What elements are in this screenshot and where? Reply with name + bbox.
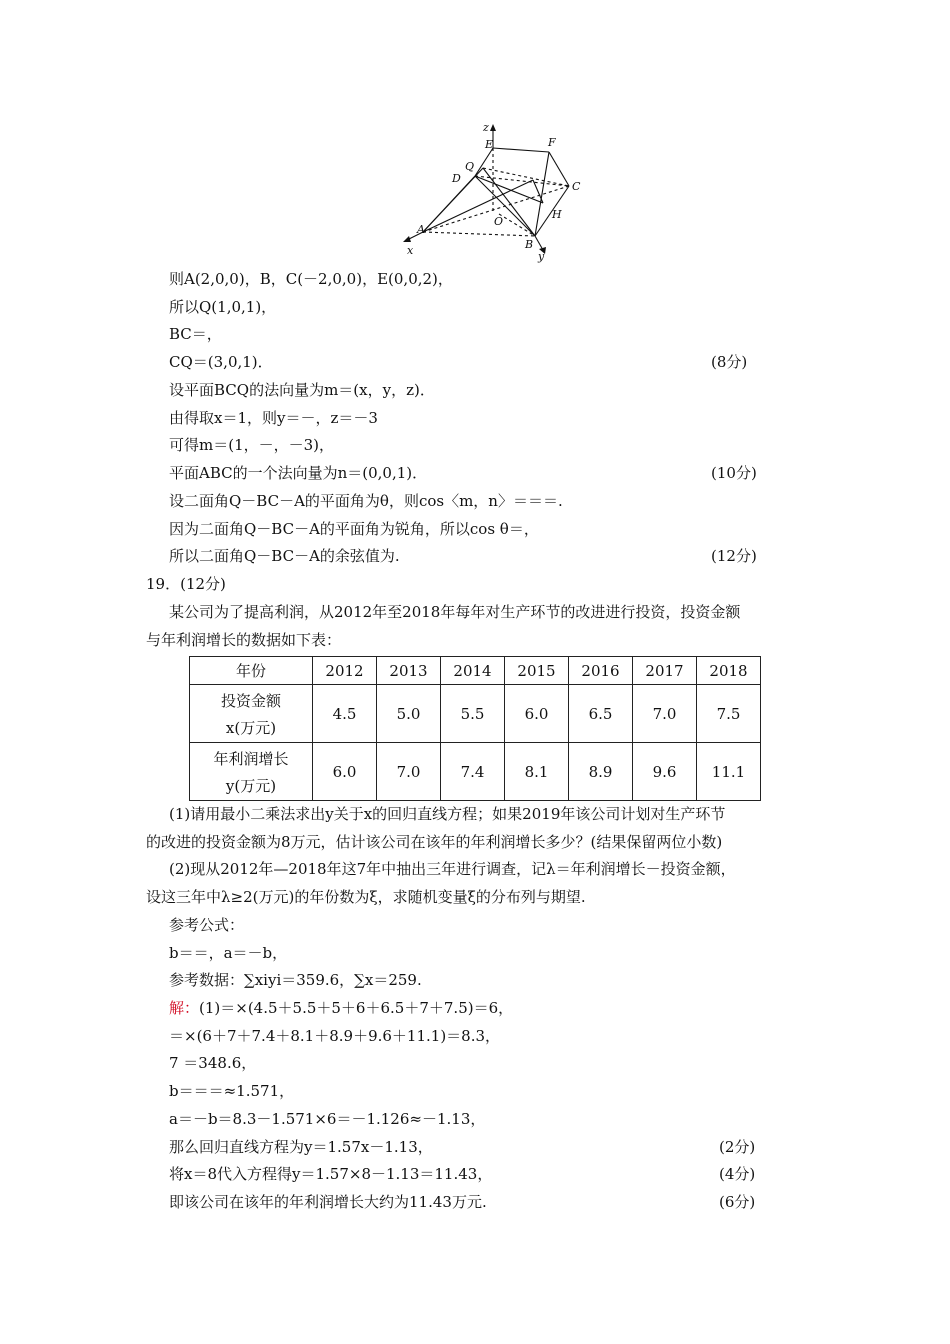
table-row [190,657,761,685]
table-header-cell: 年份 [190,657,313,685]
text-line: 设二面角Q－BC－A的平面角为θ，则cos〈m，n〉＝＝＝. [169,492,563,510]
table-cell: 2012 [313,657,377,685]
edge-FC [549,152,569,186]
label-B: B [525,238,534,251]
table-cell: 7.4 [441,743,505,801]
text-line: 则A(2,0,0)，B，C(－2,0,0)，E(0,0,2)， [169,270,453,288]
solution-text: (1)＝×(4.5＋5.5＋5＋6＋6.5＋7＋7.5)＝6， [199,999,514,1017]
label-F: F [548,136,556,149]
text-line: b＝＝＝≈1.571， [169,1082,295,1100]
row-label-line: y(万元) [225,776,277,795]
text-line: 所以Q(1,0,1)， [169,298,277,316]
label-z: z [483,121,489,134]
table-cell: 5.0 [377,685,441,743]
solution-label: 解： [169,999,200,1017]
table-cell: 6.0 [313,743,377,801]
table-cell: 9.6 [633,743,697,801]
score-mark: (10分) [711,464,757,482]
problem-number: 19．(12分) [146,575,226,593]
data-table [189,656,761,801]
text-line: a＝－b＝8.3－1.571×6＝－1.126≈－1.13， [169,1110,486,1128]
score-mark: (4分) [719,1165,756,1183]
table-cell: 6.5 [569,685,633,743]
text-line: 参考数据：∑xiyi＝359.6，∑x＝259. [169,971,422,989]
edge-EF [493,148,549,152]
table-cell: 8.1 [505,743,569,801]
table-header-cell [190,743,313,801]
label-A: A [417,223,425,236]
table-row [190,685,761,743]
edge-DE [475,148,493,176]
edge-FB [535,152,549,236]
edge-AB [423,232,535,236]
text-line: 设平面BCQ的法向量为m＝(x，y，z)． [169,381,435,399]
text-line: 与年利润增长的数据如下表： [146,631,342,649]
label-y: y [538,250,545,263]
score-mark: (2分) [719,1138,756,1156]
label-Q: Q [465,160,475,173]
label-D: D [452,172,461,185]
table-cell: 7.0 [633,685,697,743]
table-cell: 4.5 [313,685,377,743]
score-mark: (6分) [719,1193,756,1211]
text-line: 即该公司在该年的年利润增长大约为11.43万元. [169,1193,487,1211]
text-line: 所以二面角Q－BC－A的余弦值为. [169,547,400,565]
y-axis [535,236,543,250]
table-header-cell [190,685,313,743]
text-line: 可得m＝(1，－，－3)， [169,436,335,454]
row-label-line: 年利润增长 [213,749,289,768]
row-label-line: x(万元) [225,718,277,737]
text-line: 设这三年中λ≥2(万元)的年份数为ξ，求随机变量ξ的分布列与期望. [146,888,586,906]
solid-geometry-figure [395,118,595,263]
table-cell: 2016 [569,657,633,685]
solution-line [169,998,513,1018]
row-label-line: 投资金额 [220,691,281,710]
label-O: O [494,215,504,228]
table-cell: 5.5 [441,685,505,743]
table-cell: 2013 [377,657,441,685]
label-E: E [485,138,494,151]
score-mark: (8分) [711,353,748,371]
table-cell: 7.0 [377,743,441,801]
text-line: 平面ABC的一个法向量为n＝(0,0,1)． [169,464,428,482]
text-line: 因为二面角Q－BC－A的平面角为锐角，所以cos θ＝， [169,520,539,538]
text-line: CQ＝(3,0,1)． [169,353,273,371]
text-line: 由得取x＝1，则y＝－，z＝－3 [169,409,378,427]
table-cell: 2014 [441,657,505,685]
z-axis-arrow [490,124,496,131]
table-cell: 11.1 [697,743,761,801]
label-H: H [552,208,562,221]
text-line: 的改进的投资金额为8万元，估计该公司在该年的年利润增长多少？(结果保留两位小数) [146,833,723,851]
label-C: C [572,180,581,193]
text-line: 某公司为了提高利润，从2012年至2018年每年对生产环节的改进进行投资，投资金额 [169,603,741,621]
edge-QB [483,168,535,236]
x-axis-arrow [403,236,411,242]
edge-DC [475,176,569,186]
text-line: ＝×(6＋7＋7.4＋8.1＋8.9＋9.6＋11.1)＝8.3， [169,1027,501,1045]
text-line: (2)现从2012年—2018年这7年中抽出三年进行调查，记λ＝年利润增长－投资金额， [169,860,736,878]
text-line: 将x＝8代入方程得y＝1.57×8－1.13＝11.43， [169,1165,493,1183]
table-cell: 2018 [697,657,761,685]
table-cell: 8.9 [569,743,633,801]
text-line: 7 ＝348.6， [169,1054,257,1072]
text-line: 参考公式： [169,916,245,934]
label-x: x [407,244,414,257]
table-cell: 2017 [633,657,697,685]
table-cell: 7.5 [697,685,761,743]
text-line: (1)请用最小二乘法求出y关于x的回归直线方程；如果2019年该公司计划对生产环节 [169,805,726,823]
score-mark: (12分) [711,547,757,565]
text-line: BC＝， [169,325,222,343]
table-row [190,743,761,801]
table-cell: 6.0 [505,685,569,743]
table-cell: 2015 [505,657,569,685]
text-line: 那么回归直线方程为y＝1.57x－1.13， [169,1138,433,1156]
text-line: b＝＝，a＝－b， [169,944,288,962]
